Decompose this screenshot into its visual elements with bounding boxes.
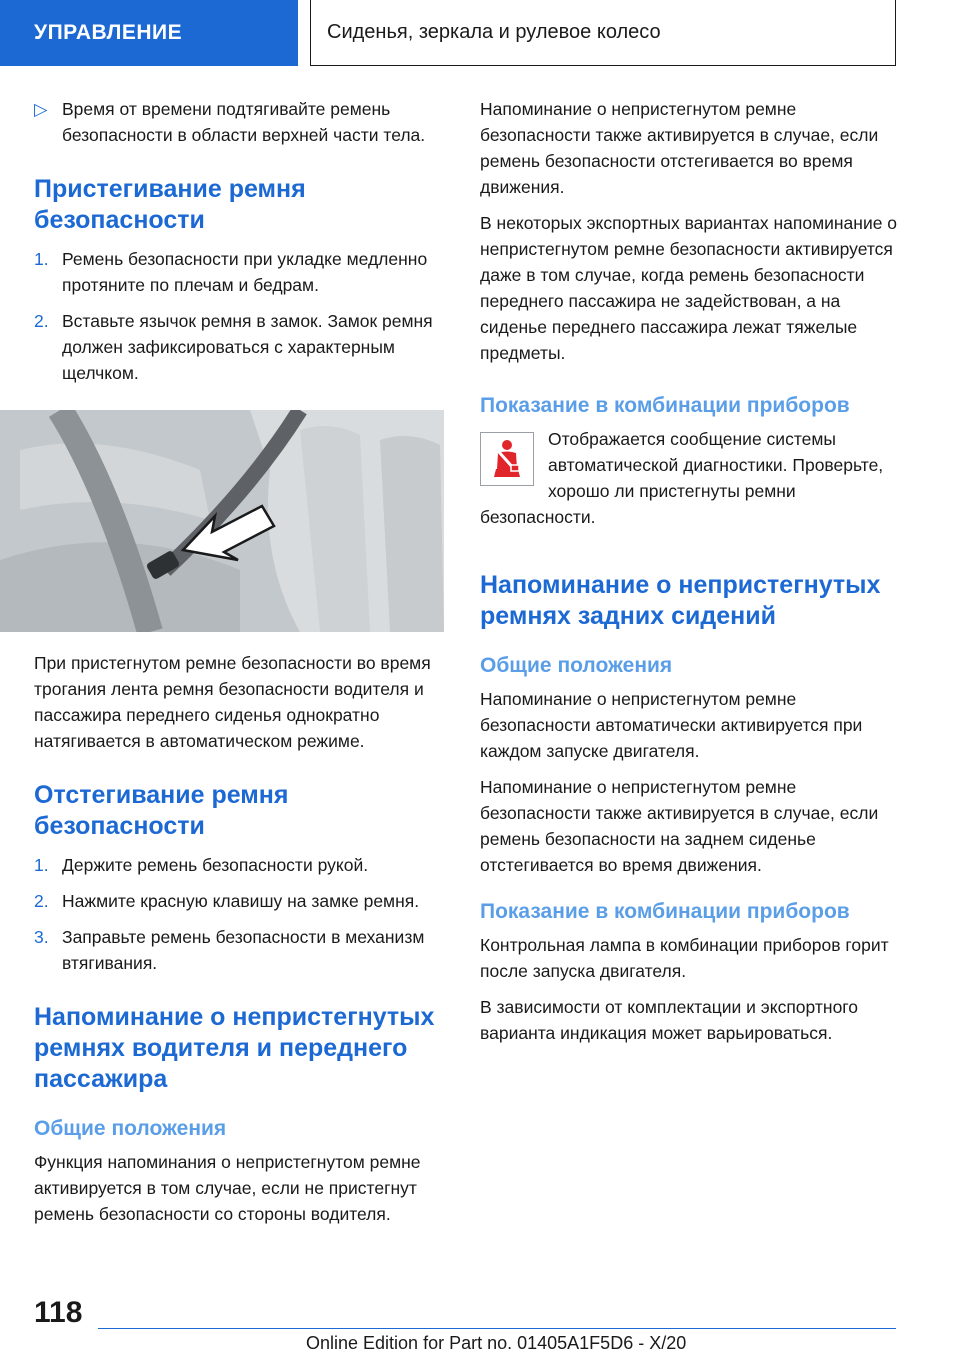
heading-reminder-front: Напоминание о непристегнутых ремнях водителя и переднего пассажира [34, 1003, 435, 1093]
heading-fasten: Пристегивание ремня безопасности [34, 175, 306, 234]
step-item [34, 852, 444, 878]
step-text: Держите ремень безопасности рукой. [62, 855, 369, 875]
step-number: 1. [34, 249, 49, 269]
subheading-display: Показание в комбинации приборов [480, 394, 850, 417]
heading-unfasten: Отстегивание ремня безопасности [34, 781, 289, 840]
step-text: Нажмите красную клавишу на замке ремня. [62, 891, 420, 911]
paragraph: В зависимости от комплектации и экспортного варианта индикация может варьироваться. [480, 997, 859, 1043]
chapter-header [310, 0, 896, 66]
section-title: УПРАВЛЕНИЕ [34, 21, 183, 44]
step-item [34, 308, 444, 386]
chapter-title: Сиденья, зеркала и рулевое колесо [327, 21, 661, 43]
step-item [34, 924, 444, 976]
step-number: 1. [34, 855, 49, 875]
section-tab [0, 0, 298, 66]
paragraph: Напоминание о непристегнутом ремне безопасности также активируется в случае, если ремень безопасности на заднем сиденье отстегивается во время движения. [480, 777, 879, 875]
edition-text: Online Edition for Part no. 01405A1F5D6 - X/20 [306, 1333, 687, 1353]
bullet-item [34, 96, 444, 148]
seatbelt-warning-icon [480, 432, 534, 486]
step-text: Заправьте ремень безопасности в механизм втягивания. [62, 927, 425, 973]
step-item [34, 246, 444, 298]
step-number: 2. [34, 311, 49, 331]
step-item [34, 888, 444, 914]
bullet-text: Время от времени подтягивайте ремень безопасности в области верхней части тела. [62, 99, 426, 145]
step-number: 3. [34, 927, 49, 947]
paragraph: Напоминание о непристегнутом ремне безопасности также активируется в случае, если ремень безопасности отстегивается во время движения. [480, 99, 879, 197]
step-number: 2. [34, 891, 49, 911]
display-text: Отображается сообщение системы автоматической диагностики. Проверьте, хорошо ли пристегнуты ремни безопасности. [480, 429, 884, 527]
step-text: Ремень безопасности при укладке медленно протяните по плечам и бедрам. [62, 249, 428, 295]
paragraph: В некоторых экспортных вариантах напоминание о непристегнутом ремне безопасности активируется даже в том случае, когда ремень безопасности переднего пассажира не задействован, а на сиденье переднего пассажира лежат тяжелые предметы. [480, 213, 898, 363]
general-text: Функция напоминания о непристегнутом ремне активируется в том случае, если не пристегнут ремень безопасности со стороны водителя. [34, 1152, 421, 1224]
step-text: Вставьте язычок ремня в замок. Замок ремня должен зафиксироваться с характерным щелчком. [62, 311, 433, 383]
right-column [480, 96, 900, 1056]
left-column [34, 96, 444, 1237]
display-block [480, 426, 900, 540]
triangle-bullet-icon: ▷ [34, 99, 48, 119]
subheading-general: Общие положения [34, 1117, 227, 1140]
photo-caption-text: При пристегнутом ремне безопасности во время трогания лента ремня безопасности водителя и пассажира переднего сиденья однократно натягивается в автоматическом режиме. [34, 653, 431, 751]
subheading-display: Показание в комбинации приборов [480, 900, 850, 923]
heading-reminder-rear: Напоминание о непристегнутых ремнях задних сидений [480, 571, 881, 630]
subheading-general: Общие положения [480, 654, 673, 677]
footer-divider [98, 1328, 896, 1329]
page-number: 118 [34, 1296, 83, 1329]
paragraph: Контрольная лампа в комбинации приборов горит после запуска двигателя. [480, 935, 889, 981]
seatbelt-illustration [0, 410, 444, 632]
seatbelt-photo [0, 410, 444, 632]
paragraph: Напоминание о непристегнутом ремне безопасности автоматически активируется при каждом запуске двигателя. [480, 689, 863, 761]
